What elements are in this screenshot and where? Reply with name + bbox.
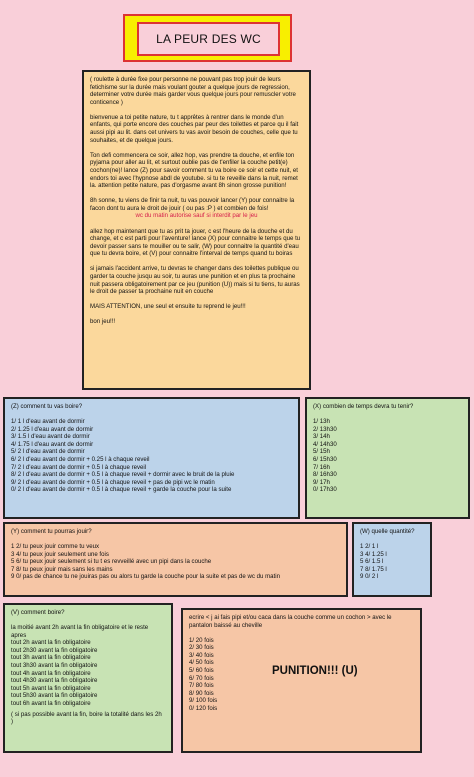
list-item: 5 6/ tu peux jouir seulement si tu t es revveillé avec un pipi dans la couche xyxy=(11,558,212,566)
list-item: 1/ 13h xyxy=(313,418,330,426)
list-item: 3/ 1.5 l d'eau avant de dormir xyxy=(11,433,90,441)
list-item: 5/ 2 l d'eau avant de dormir xyxy=(11,448,85,456)
intro-paragraph-5: allez hop maintenant que tu as prit ta jouer, c est l'heure de la douche et du change, et c est parti pour l'aventure! lance (X) pour connaitre le temps que tu devoir passer sans te mouiller ou te salir, (W) pour connaitre la quantité d'eau que tu devra boire, et (V) pour connaitre l'interval de temps quand tu boiras xyxy=(90,227,302,258)
list-item: 9/ 17h xyxy=(313,478,330,486)
intro-paragraph-3: Ton defi commencera ce soir, allez hop, vas prendre ta douche, et enfile ton pyjama pour aller au lit, et surtout oublie pas de t'enfiler la couche petit(e) cochon(ne)! lance (Z) pour savoir comment tu va boire ce soir et cette nuit, et endors toi avec l'hypnose abdl de youtube. si tu te reveille dans la nuit, remet la. attention petite nature, pas d'orgasme avant 8h sinon grosse punition! xyxy=(90,151,300,190)
list-item: 2/ 13h30 xyxy=(313,425,337,433)
intro-paragraph-4: 8h sonne, tu viens de finir ta nuit, tu vas pouvoir lancer (Y) pour connaitre la facon dont tu aura le droit de jouir ( ou pas :P ) et combien de fois! xyxy=(90,197,296,212)
list-item: 9 0/ 2 l xyxy=(360,573,379,581)
card-v-note: ( si pas possible avant la fin, boire la totalité dans les 2h ) xyxy=(11,710,164,726)
list-item: 1/ 20 fois xyxy=(189,636,214,644)
list-item: 7/ 80 fois xyxy=(189,682,214,690)
card-v-how-to-drink xyxy=(3,603,173,753)
page-title: LA PEUR DES WC xyxy=(137,22,280,56)
list-item: 2/ 1.25 l d'eau avant de dormir xyxy=(11,425,94,433)
list-item: 4/ 50 fois xyxy=(189,659,214,667)
list-item: 6/ 70 fois xyxy=(189,674,214,682)
card-v-title: (V) comment boire? xyxy=(11,609,65,616)
card-w-quantity xyxy=(352,522,432,597)
card-x-duration xyxy=(305,397,470,519)
list-item: 8/ 16h30 xyxy=(313,471,337,479)
list-item: 3/ 14h xyxy=(313,433,330,441)
list-item: tout 3h avant la fin obligatoire xyxy=(11,654,91,662)
list-item: 9/ 2 l d'eau avant de dormir + 0.5 l à chaque reveil + pas de pipi wc le matin xyxy=(11,478,215,486)
list-item: 7 8/ tu peux jouir mais sans les mains xyxy=(11,565,113,573)
list-item: 5 6/ 1.5 l xyxy=(360,558,384,566)
list-item: tout 5h avant la fin obligatoire xyxy=(11,684,91,692)
list-item: 7/ 2 l d'eau avant de dormir + 0.5 l à chaque reveil xyxy=(11,463,147,471)
list-item: 2/ 30 fois xyxy=(189,644,214,652)
card-y-orgasm xyxy=(3,522,348,597)
list-item: 3 4/ tu peux jouir seulement une fois xyxy=(11,550,109,558)
card-z-drinking xyxy=(3,397,300,519)
list-item: tout 4h avant la fin obligatoire xyxy=(11,669,91,677)
intro-inline-note: wc du matin autorise sauf si interdit par le jeu xyxy=(135,212,258,220)
list-item: 4/ 14h30 xyxy=(313,440,337,448)
list-item: tout 4h30 avant la fin obligatoire xyxy=(11,677,98,685)
list-item: tout 5h30 avant la fin obligatoire xyxy=(11,692,98,700)
list-item: 7/ 16h xyxy=(313,463,330,471)
card-y-title: (Y) comment tu pourras jouir? xyxy=(11,528,92,535)
list-item: la moitié avant 2h avant la fin obligatoire et le reste apres xyxy=(11,624,150,639)
list-item: 1/ 1 l d'eau avant de dormir xyxy=(11,418,85,426)
list-item: 0/ 17h30 xyxy=(313,486,337,494)
list-item: 1 2/ tu peux jouir comme tu veux xyxy=(11,543,100,551)
card-u-punishment xyxy=(181,608,422,753)
list-item: tout 3h30 avant la fin obligatoire xyxy=(11,662,98,670)
list-item: 4/ 1.75 l d'eau avant de dormir xyxy=(11,440,94,448)
list-item: 8/ 90 fois xyxy=(189,689,214,697)
intro-panel xyxy=(82,70,311,390)
punishment-heading: PUNITION!!! (U) xyxy=(272,665,358,677)
intro-paragraph-6: si jamais l'accident arrive, tu devras te changer dans des toilettes publique ou garder ta couche jusqu au soir, tu auras une punition et en plus ta prochaine nuit passera obligatoirement par ce jeu (punition (U)) mais si tu tiens, tu auras le droit de passer ta prochaine nuit en couche xyxy=(90,265,302,296)
list-item: 8/ 2 l d'eau avant de dormir + 0.5 l à chaque reveil + dormir avec le bruit de la pluie xyxy=(11,471,235,479)
title-banner xyxy=(123,14,292,62)
list-item: 3/ 40 fois xyxy=(189,651,214,659)
list-item: 7 8/ 1.75 l xyxy=(360,565,387,573)
list-item: 9 0/ pas de chance tu ne jouiras pas ou alors tu garde la couche pour la suite et pas de wc du matin xyxy=(11,573,280,581)
list-item: 0/ 2 l d'eau avant de dormir + 0.5 l à chaque reveil + garde la couche pour la suite xyxy=(11,486,232,494)
list-item: 3 4/ 1.25 l xyxy=(360,550,387,558)
intro-paragraph-2: bienvenue a toi petite nature, tu t apprêtes à rentrer dans le monde d'un enfants, qui porte encore des couches par peur des toilettes et parce qu il fait aussi pipi au lit. dans cet univers tu vas avoir besoin de couches, celle que tu souhaites, et de quelque jours. xyxy=(90,113,301,144)
card-x-title: (X) combien de temps devra tu tenir? xyxy=(313,403,414,410)
list-item: 6/ 15h30 xyxy=(313,456,337,464)
intro-paragraph-7: MAIS ATTENTION, une seul et ensuite tu reprend le jeu!!! xyxy=(90,303,246,311)
list-item: 5/ 60 fois xyxy=(189,667,214,675)
list-item: tout 2h avant la fin obligatoire xyxy=(11,639,91,647)
list-item: 9/ 100 fois xyxy=(189,697,218,705)
intro-paragraph-8: bon jeu!!! xyxy=(90,318,116,326)
card-z-title: (Z) comment tu vas boire? xyxy=(11,403,83,410)
list-item: tout 2h30 avant la fin obligatoire xyxy=(11,646,98,654)
list-item: 0/ 120 fois xyxy=(189,705,218,713)
list-item: 1 2/ 1 l xyxy=(360,543,379,551)
list-item: tout 6h avant la fin obligatoire xyxy=(11,700,91,708)
card-w-title: (W) quelle quantité? xyxy=(360,528,415,535)
intro-paragraph-1: ( roulette à durée fixe pour personne ne pouvant pas trop jouir de leurs fetichisme sur la durée mais voulant gouter a quelque jours de regression, determiner votre durée mais garder vous quelque jours pour remuscler votre conticence ) xyxy=(90,76,298,106)
card-u-title: ecrire < j ai fais pipi et/ou caca dans la couche comme un cochon > avec le pantalon baissé au cheville xyxy=(189,614,394,629)
list-item: 5/ 15h xyxy=(313,448,330,456)
list-item: 6/ 2 l d'eau avant de dormir + 0.25 l à chaque reveil xyxy=(11,456,150,464)
